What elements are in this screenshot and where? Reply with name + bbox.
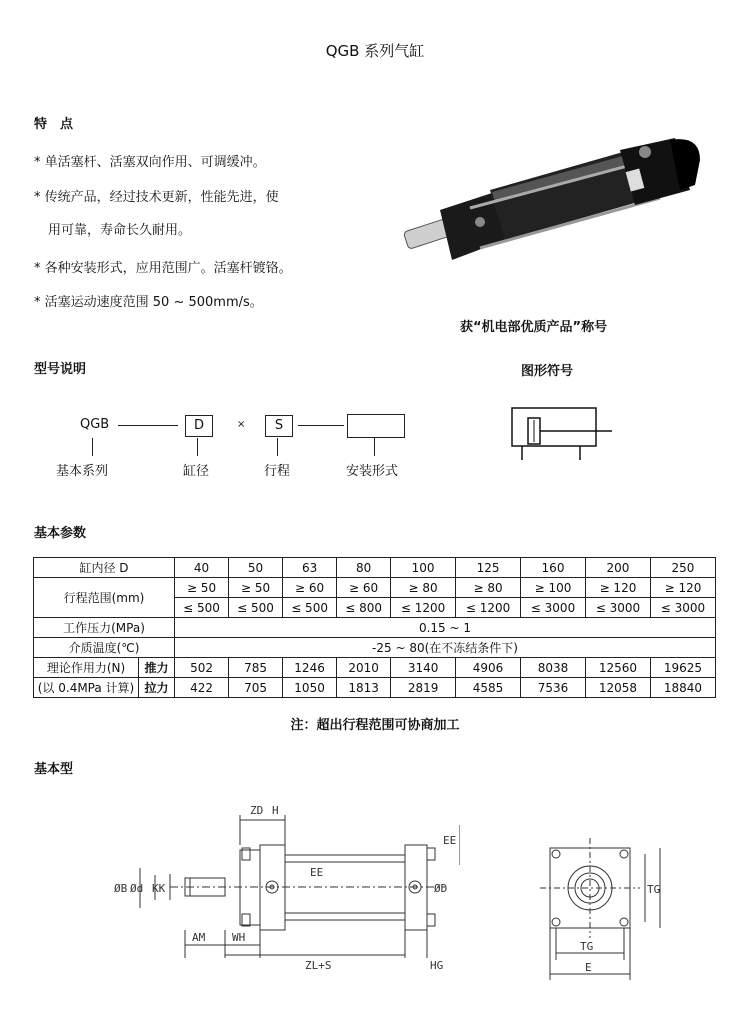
table-cell: 40 bbox=[175, 558, 229, 578]
connector-line bbox=[118, 425, 178, 426]
table-cell: ≥ 100 bbox=[521, 578, 586, 598]
connector-line bbox=[298, 425, 344, 426]
label-mount: 安装形式 bbox=[346, 464, 399, 479]
force-label-2: (以 0.4MPa 计算) bbox=[34, 678, 139, 698]
table-cell: 2010 bbox=[337, 658, 391, 678]
table-cell: ≤ 1200 bbox=[391, 598, 456, 618]
table-cell: ≥ 80 bbox=[456, 578, 521, 598]
model-prefix: QGB bbox=[80, 417, 110, 432]
table-row bbox=[34, 578, 716, 598]
table-cell: 4585 bbox=[456, 678, 521, 698]
dim-label: ØB bbox=[114, 882, 128, 895]
dim-label: AM bbox=[192, 931, 206, 944]
table-cell: ≥ 50 bbox=[175, 578, 229, 598]
dim-label: EE bbox=[310, 866, 324, 879]
table-cell: 250 bbox=[650, 558, 715, 578]
params-heading: 基本参数 bbox=[34, 526, 87, 541]
side-view-drawing bbox=[100, 790, 460, 985]
model-heading: 型号说明 bbox=[34, 362, 87, 377]
mount-box bbox=[347, 414, 405, 438]
table-cell: 1813 bbox=[337, 678, 391, 698]
table-cell: ≤ 500 bbox=[175, 598, 229, 618]
table-cell: 1246 bbox=[283, 658, 337, 678]
label-series: 基本系列 bbox=[56, 464, 109, 479]
table-cell: ≥ 80 bbox=[391, 578, 456, 598]
table-cell: 18840 bbox=[650, 678, 715, 698]
table-cell: ≥ 50 bbox=[229, 578, 283, 598]
table-cell: 12058 bbox=[585, 678, 650, 698]
times-sign: × bbox=[237, 419, 246, 430]
table-row bbox=[34, 618, 716, 638]
feature-line: * 活塞运动速度范围 50 ~ 500mm/s。 bbox=[34, 295, 263, 310]
table-cell: 200 bbox=[585, 558, 650, 578]
table-cell: 100 bbox=[391, 558, 456, 578]
tick-line bbox=[277, 438, 278, 456]
table-row bbox=[34, 678, 716, 698]
dim-label: TG bbox=[580, 940, 594, 953]
table-cell: 502 bbox=[175, 658, 229, 678]
table-cell: 422 bbox=[175, 678, 229, 698]
feature-line: 用可靠，寿命长久耐用。 bbox=[48, 223, 192, 238]
dim-label: ZD bbox=[250, 804, 264, 817]
table-cell: ≤ 500 bbox=[283, 598, 337, 618]
table-cell: ≤ 3000 bbox=[521, 598, 586, 618]
table-row bbox=[34, 558, 716, 578]
symbol-heading: 图形符号 bbox=[521, 364, 574, 379]
table-cell: ≤ 1200 bbox=[456, 598, 521, 618]
push-label: 推力 bbox=[139, 658, 175, 678]
bore-box: D bbox=[185, 415, 213, 437]
pressure-label: 工作压力(MPa) bbox=[34, 618, 175, 638]
force-label-1: 理论作用力(N) bbox=[34, 658, 139, 678]
dim-label: WH bbox=[232, 931, 246, 944]
dim-label: Ød bbox=[130, 882, 144, 895]
end-view-drawing bbox=[530, 838, 710, 988]
table-cell: 7536 bbox=[521, 678, 586, 698]
label-stroke: 行程 bbox=[264, 464, 291, 479]
table-cell: 4906 bbox=[456, 658, 521, 678]
award-caption: 获“机电部优质产品”称号 bbox=[460, 320, 608, 335]
table-cell: ≥ 120 bbox=[650, 578, 715, 598]
table-cell: 785 bbox=[229, 658, 283, 678]
basic-heading: 基本型 bbox=[34, 762, 74, 777]
pull-label: 拉力 bbox=[139, 678, 175, 698]
table-row bbox=[34, 638, 716, 658]
dim-label: ZL+S bbox=[305, 959, 332, 972]
temp-label: 介质温度(℃) bbox=[34, 638, 175, 658]
dim-label: KK bbox=[152, 882, 166, 895]
table-cell: 125 bbox=[456, 558, 521, 578]
table-cell: 2819 bbox=[391, 678, 456, 698]
table-cell: ≤ 500 bbox=[229, 598, 283, 618]
page-title: QGB 系列气缸 bbox=[325, 42, 425, 60]
pressure-value: 0.15 ~ 1 bbox=[175, 618, 716, 638]
feature-line: * 各种安装形式，应用范围广。活塞杆镀铬。 bbox=[34, 261, 292, 276]
cylinder-symbol bbox=[500, 400, 620, 470]
tick-line bbox=[374, 438, 375, 456]
table-cell: 3140 bbox=[391, 658, 456, 678]
feature-line: * 单活塞杆、活塞双向作用、可调缓冲。 bbox=[34, 155, 266, 170]
features-heading: 特 点 bbox=[34, 117, 74, 132]
stroke-label: 行程范围(mm) bbox=[34, 578, 175, 618]
stroke-box: S bbox=[265, 415, 293, 437]
table-cell: 1050 bbox=[283, 678, 337, 698]
table-cell: ≤ 3000 bbox=[585, 598, 650, 618]
table-cell: ≥ 120 bbox=[585, 578, 650, 598]
dim-label: EE bbox=[443, 834, 457, 847]
table-row bbox=[34, 658, 716, 678]
table-cell: ≥ 60 bbox=[283, 578, 337, 598]
tick-line bbox=[92, 438, 93, 456]
feature-line: * 传统产品，经过技术更新，性能先进，使 bbox=[34, 190, 279, 205]
tick-line bbox=[197, 438, 198, 456]
bore-label: 缸内径 D bbox=[34, 558, 175, 578]
table-cell: ≥ 60 bbox=[337, 578, 391, 598]
dim-label: ØD bbox=[434, 882, 448, 895]
table-cell: 8038 bbox=[521, 658, 586, 678]
table-cell: 705 bbox=[229, 678, 283, 698]
table-cell: 80 bbox=[337, 558, 391, 578]
table-cell: 160 bbox=[521, 558, 586, 578]
params-table bbox=[33, 557, 716, 698]
temp-value: -25 ~ 80(在不冻结条件下) bbox=[175, 638, 716, 658]
dim-label: TG bbox=[647, 883, 661, 896]
table-cell: 12560 bbox=[585, 658, 650, 678]
table-cell: 63 bbox=[283, 558, 337, 578]
dim-label: HG bbox=[430, 959, 444, 972]
label-bore: 缸径 bbox=[183, 464, 210, 479]
dim-label: H bbox=[272, 804, 279, 817]
note: 注：超出行程范围可协商加工 bbox=[290, 718, 460, 733]
cylinder-photo bbox=[400, 130, 730, 280]
dim-label: E bbox=[585, 961, 592, 974]
table-cell: 19625 bbox=[650, 658, 715, 678]
table-cell: ≤ 3000 bbox=[650, 598, 715, 618]
table-cell: 50 bbox=[229, 558, 283, 578]
table-cell: ≤ 800 bbox=[337, 598, 391, 618]
